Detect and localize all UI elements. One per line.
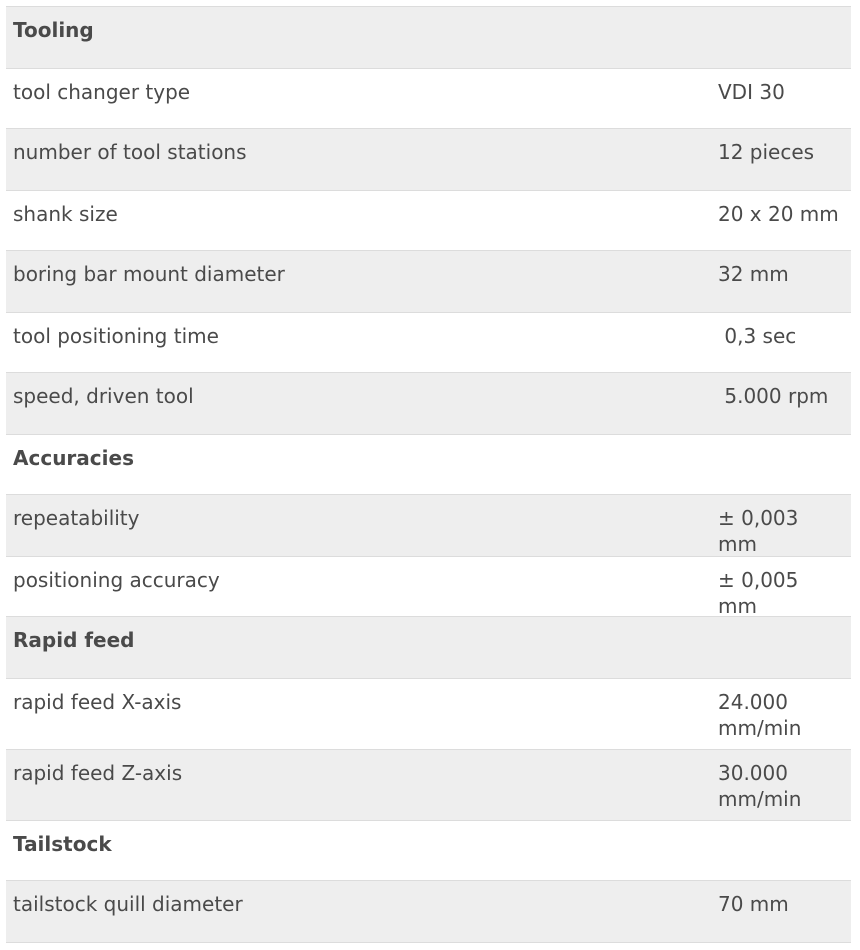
- spec-value: 20 x 20 mm: [718, 202, 839, 226]
- spec-value: 0,3 sec: [718, 324, 797, 348]
- section-heading-tailstock: [6, 821, 851, 881]
- spec-table: [6, 6, 851, 943]
- spec-label: speed, driven tool: [13, 384, 194, 408]
- spec-value: VDI 30: [718, 80, 785, 104]
- section-title: Tooling: [13, 18, 94, 42]
- spec-row-repeatability: [6, 495, 851, 557]
- section-heading-accuracies: [6, 435, 851, 495]
- spec-label: rapid feed X-axis: [13, 690, 182, 714]
- spec-value: 24.000 mm/min: [718, 690, 802, 740]
- spec-value: 70 mm: [718, 892, 789, 916]
- spec-value: 5.000 rpm: [718, 384, 829, 408]
- section-heading-tooling: [6, 7, 851, 69]
- section-title: Rapid feed: [13, 628, 135, 652]
- spec-row-boring-bar-mount-diameter: [6, 251, 851, 313]
- spec-row-positioning-accuracy: [6, 557, 851, 617]
- section-title: Accuracies: [13, 446, 134, 470]
- spec-row-shank-size: [6, 191, 851, 251]
- spec-value: 32 mm: [718, 262, 789, 286]
- section-heading-rapid-feed: [6, 617, 851, 679]
- section-title: Tailstock: [13, 832, 112, 856]
- spec-label: repeatability: [13, 506, 140, 530]
- section-value: [710, 7, 851, 17]
- spec-row-number-of-tool-stations: [6, 129, 851, 191]
- spec-label: positioning accuracy: [13, 568, 220, 592]
- spec-row-tool-positioning-time: [6, 313, 851, 373]
- spec-label: shank size: [13, 202, 118, 226]
- spec-label: tailstock quill diameter: [13, 892, 243, 916]
- spec-label: rapid feed Z-axis: [13, 761, 183, 785]
- spec-value: 12 pieces: [718, 140, 815, 164]
- spec-label: number of tool stations: [13, 140, 247, 164]
- spec-value: ± 0,003 mm: [718, 506, 805, 556]
- spec-row-tailstock-quill-diameter: [6, 881, 851, 943]
- section-value: [710, 821, 851, 831]
- spec-value: 30.000 mm/min: [718, 761, 802, 811]
- spec-label: tool positioning time: [13, 324, 219, 348]
- section-value: [710, 617, 851, 627]
- spec-row-tool-changer-type: [6, 69, 851, 129]
- section-value: [710, 435, 851, 445]
- spec-row-rapid-feed-x-axis: [6, 679, 851, 750]
- spec-label: boring bar mount diameter: [13, 262, 285, 286]
- spec-row-rapid-feed-z-axis: [6, 750, 851, 821]
- spec-value: ± 0,005 mm: [718, 568, 805, 618]
- spec-label: tool changer type: [13, 80, 191, 104]
- spec-row-speed-driven-tool: [6, 373, 851, 435]
